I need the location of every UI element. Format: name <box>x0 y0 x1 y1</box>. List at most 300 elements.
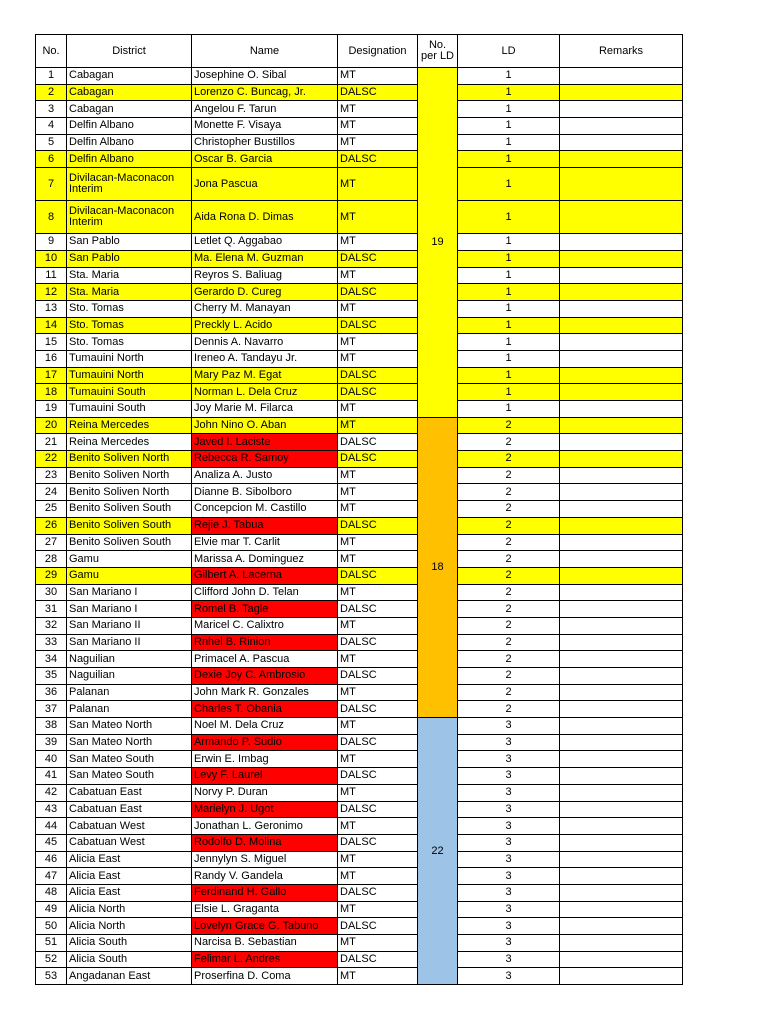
remarks-cell <box>560 651 683 668</box>
table-row <box>36 250 683 267</box>
row-no-cell: 47 <box>36 868 67 885</box>
name-cell: Jona Pascua <box>192 168 338 201</box>
ld-cell: 3 <box>458 718 560 735</box>
row-no-cell: 20 <box>36 417 67 434</box>
name-cell: Marielyn J. Ugot <box>192 801 338 818</box>
name-cell: Narcisa B. Sebastian <box>192 935 338 952</box>
name-cell: Levy F. Laurel <box>192 768 338 785</box>
designation-cell: MT <box>338 68 418 85</box>
row-no-cell: 9 <box>36 234 67 251</box>
ld-cell: 1 <box>458 267 560 284</box>
table-row <box>36 968 683 985</box>
row-no-cell: 40 <box>36 751 67 768</box>
table-row <box>36 401 683 418</box>
table-row <box>36 234 683 251</box>
row-no-cell: 2 <box>36 84 67 101</box>
designation-cell: DALSC <box>338 367 418 384</box>
table-row <box>36 584 683 601</box>
row-no-cell: 24 <box>36 484 67 501</box>
ld-cell: 2 <box>458 467 560 484</box>
row-no-cell: 33 <box>36 634 67 651</box>
remarks-cell <box>560 851 683 868</box>
name-cell: John Mark R. Gonzales <box>192 684 338 701</box>
name-cell: Elsie L. Graganta <box>192 901 338 918</box>
name-cell: Angelou F. Tarun <box>192 101 338 118</box>
designation-cell: DALSC <box>338 567 418 584</box>
ld-cell: 3 <box>458 801 560 818</box>
row-no-cell: 43 <box>36 801 67 818</box>
ld-cell: 3 <box>458 751 560 768</box>
district-cell: Benito Soliven South <box>67 517 192 534</box>
remarks-cell <box>560 501 683 518</box>
designation-cell: MT <box>338 551 418 568</box>
row-no-cell: 42 <box>36 784 67 801</box>
ld-cell: 3 <box>458 784 560 801</box>
table-row <box>36 751 683 768</box>
ld-cell: 2 <box>458 484 560 501</box>
ld-cell: 1 <box>458 234 560 251</box>
name-cell: Armando P. Sudio <box>192 734 338 751</box>
ld-cell: 3 <box>458 968 560 985</box>
table-row <box>36 884 683 901</box>
remarks-cell <box>560 868 683 885</box>
name-cell: Reyros S. Baliuag <box>192 267 338 284</box>
ld-cell: 2 <box>458 617 560 634</box>
table-row <box>36 534 683 551</box>
name-cell: Primacel A. Pascua <box>192 651 338 668</box>
remarks-cell <box>560 801 683 818</box>
designation-cell: DALSC <box>338 384 418 401</box>
row-no-cell: 53 <box>36 968 67 985</box>
remarks-cell <box>560 834 683 851</box>
remarks-cell <box>560 434 683 451</box>
table-row <box>36 434 683 451</box>
name-cell: Christopher Bustillos <box>192 134 338 151</box>
header-designation: Designation <box>338 35 418 68</box>
district-cell: Alicia East <box>67 851 192 868</box>
name-cell: Marissa A. Dominguez <box>192 551 338 568</box>
ld-cell: 3 <box>458 884 560 901</box>
district-cell: Divilacan-Maconacon Interim <box>67 201 192 234</box>
name-cell: Concepcion M. Castillo <box>192 501 338 518</box>
district-cell: Palanan <box>67 684 192 701</box>
ld-cell: 3 <box>458 951 560 968</box>
ld-cell: 1 <box>458 168 560 201</box>
district-cell: Benito Soliven North <box>67 451 192 468</box>
district-cell: Gamu <box>67 551 192 568</box>
district-cell: Gamu <box>67 567 192 584</box>
remarks-cell <box>560 768 683 785</box>
remarks-cell <box>560 451 683 468</box>
remarks-cell <box>560 300 683 317</box>
name-cell: Monette F. Visaya <box>192 118 338 135</box>
table-row <box>36 768 683 785</box>
remarks-cell <box>560 935 683 952</box>
no-per-ld-cell: 18 <box>418 417 458 717</box>
remarks-cell <box>560 384 683 401</box>
table-row <box>36 668 683 685</box>
row-no-cell: 27 <box>36 534 67 551</box>
name-cell: Mary Paz M. Egat <box>192 367 338 384</box>
ld-cell: 2 <box>458 584 560 601</box>
ld-cell: 1 <box>458 134 560 151</box>
district-cell: Alicia East <box>67 868 192 885</box>
remarks-cell <box>560 68 683 85</box>
row-no-cell: 12 <box>36 284 67 301</box>
district-cell: Cabatuan West <box>67 834 192 851</box>
table-row <box>36 101 683 118</box>
district-cell: Reina Mercedes <box>67 434 192 451</box>
table-body <box>36 68 683 985</box>
table-row <box>36 300 683 317</box>
remarks-cell <box>560 884 683 901</box>
row-no-cell: 44 <box>36 818 67 835</box>
ld-cell: 1 <box>458 367 560 384</box>
designation-cell: MT <box>338 751 418 768</box>
table-row <box>36 201 683 234</box>
table-row <box>36 734 683 751</box>
district-cell: Reina Mercedes <box>67 417 192 434</box>
header-row <box>36 35 683 68</box>
remarks-cell <box>560 317 683 334</box>
designation-cell: MT <box>338 267 418 284</box>
roster-table <box>35 34 683 985</box>
district-cell: San Mateo North <box>67 734 192 751</box>
ld-cell: 3 <box>458 734 560 751</box>
name-cell: Jennylyn S. Miguel <box>192 851 338 868</box>
table-row <box>36 551 683 568</box>
ld-cell: 1 <box>458 201 560 234</box>
ld-cell: 1 <box>458 101 560 118</box>
table-row <box>36 701 683 718</box>
remarks-cell <box>560 584 683 601</box>
row-no-cell: 31 <box>36 601 67 618</box>
district-cell: Delfin Albano <box>67 118 192 135</box>
table-row <box>36 918 683 935</box>
ld-cell: 1 <box>458 334 560 351</box>
ld-cell: 1 <box>458 401 560 418</box>
ld-cell: 1 <box>458 284 560 301</box>
name-cell: Felimar L. Andres <box>192 951 338 968</box>
no-per-ld-cell: 22 <box>418 718 458 985</box>
no-per-ld-cell: 19 <box>418 68 458 418</box>
ld-cell: 2 <box>458 567 560 584</box>
ld-cell: 3 <box>458 851 560 868</box>
designation-cell: DALSC <box>338 918 418 935</box>
remarks-cell <box>560 751 683 768</box>
table-row <box>36 334 683 351</box>
table-row <box>36 384 683 401</box>
ld-cell: 1 <box>458 350 560 367</box>
ld-cell: 1 <box>458 151 560 168</box>
designation-cell: MT <box>338 651 418 668</box>
name-cell: Ferdinand H. Gallo <box>192 884 338 901</box>
district-cell: Alicia North <box>67 901 192 918</box>
designation-cell: DALSC <box>338 434 418 451</box>
table-row <box>36 367 683 384</box>
name-cell: Preckly L. Acido <box>192 317 338 334</box>
name-cell: Norman L. Dela Cruz <box>192 384 338 401</box>
remarks-cell <box>560 151 683 168</box>
ld-cell: 2 <box>458 451 560 468</box>
remarks-cell <box>560 168 683 201</box>
designation-cell: DALSC <box>338 834 418 851</box>
designation-cell: MT <box>338 168 418 201</box>
designation-cell: DALSC <box>338 801 418 818</box>
designation-cell: DALSC <box>338 701 418 718</box>
designation-cell: DALSC <box>338 884 418 901</box>
district-cell: Sto. Tomas <box>67 300 192 317</box>
row-no-cell: 15 <box>36 334 67 351</box>
district-cell: Alicia South <box>67 935 192 952</box>
ld-cell: 1 <box>458 68 560 85</box>
table-row <box>36 651 683 668</box>
row-no-cell: 41 <box>36 768 67 785</box>
district-cell: San Mateo South <box>67 768 192 785</box>
name-cell: Aida Rona D. Dimas <box>192 201 338 234</box>
ld-cell: 2 <box>458 501 560 518</box>
table-row <box>36 834 683 851</box>
name-cell: Cherry M. Manayan <box>192 300 338 317</box>
name-cell: Charles T. Obania <box>192 701 338 718</box>
header-ld: LD <box>458 35 560 68</box>
table-row <box>36 684 683 701</box>
table-row <box>36 151 683 168</box>
table-row <box>36 818 683 835</box>
district-cell: Benito Soliven North <box>67 467 192 484</box>
remarks-cell <box>560 234 683 251</box>
remarks-cell <box>560 784 683 801</box>
district-cell: Cabatuan East <box>67 784 192 801</box>
district-cell: San Mateo South <box>67 751 192 768</box>
name-cell: Joy Marie M. Filarca <box>192 401 338 418</box>
table-row <box>36 484 683 501</box>
designation-cell: MT <box>338 467 418 484</box>
name-cell: Rebecca R. Samoy <box>192 451 338 468</box>
district-cell: Angadanan East <box>67 968 192 985</box>
row-no-cell: 4 <box>36 118 67 135</box>
row-no-cell: 6 <box>36 151 67 168</box>
designation-cell: MT <box>338 584 418 601</box>
ld-cell: 3 <box>458 935 560 952</box>
name-cell: Dianne B. Sibolboro <box>192 484 338 501</box>
remarks-cell <box>560 551 683 568</box>
row-no-cell: 45 <box>36 834 67 851</box>
ld-cell: 2 <box>458 601 560 618</box>
district-cell: Cabagan <box>67 101 192 118</box>
name-cell: Rejie J. Tabua <box>192 517 338 534</box>
ld-cell: 3 <box>458 918 560 935</box>
name-cell: Josephine O. Sibal <box>192 68 338 85</box>
ld-cell: 1 <box>458 250 560 267</box>
remarks-cell <box>560 918 683 935</box>
ld-cell: 3 <box>458 868 560 885</box>
row-no-cell: 7 <box>36 168 67 201</box>
district-cell: San Mariano I <box>67 601 192 618</box>
name-cell: Ma. Elena M. Guzman <box>192 250 338 267</box>
ld-cell: 2 <box>458 417 560 434</box>
ld-cell: 3 <box>458 818 560 835</box>
district-cell: Sto. Tomas <box>67 334 192 351</box>
table-row <box>36 317 683 334</box>
name-cell: Proserfina D. Coma <box>192 968 338 985</box>
name-cell: Rnhel B. Rinion <box>192 634 338 651</box>
remarks-cell <box>560 734 683 751</box>
row-no-cell: 11 <box>36 267 67 284</box>
name-cell: Randy V. Gandela <box>192 868 338 885</box>
district-cell: Alicia North <box>67 918 192 935</box>
name-cell: Clifford John D. Telan <box>192 584 338 601</box>
remarks-cell <box>560 601 683 618</box>
row-no-cell: 10 <box>36 250 67 267</box>
name-cell: Maricel C. Calixtro <box>192 617 338 634</box>
district-cell: Tumauini South <box>67 384 192 401</box>
designation-cell: MT <box>338 300 418 317</box>
ld-cell: 1 <box>458 118 560 135</box>
designation-cell: MT <box>338 718 418 735</box>
remarks-cell <box>560 668 683 685</box>
table-row <box>36 168 683 201</box>
name-cell: Gerardo D. Cureg <box>192 284 338 301</box>
table-row <box>36 84 683 101</box>
ld-cell: 1 <box>458 84 560 101</box>
row-no-cell: 28 <box>36 551 67 568</box>
designation-cell: MT <box>338 935 418 952</box>
table-row <box>36 417 683 434</box>
ld-cell: 3 <box>458 834 560 851</box>
designation-cell: MT <box>338 417 418 434</box>
table-row <box>36 501 683 518</box>
designation-cell: MT <box>338 118 418 135</box>
table-row <box>36 118 683 135</box>
row-no-cell: 29 <box>36 567 67 584</box>
table-row <box>36 718 683 735</box>
row-no-cell: 8 <box>36 201 67 234</box>
row-no-cell: 39 <box>36 734 67 751</box>
district-cell: San Pablo <box>67 250 192 267</box>
header-remarks: Remarks <box>560 35 683 68</box>
remarks-cell <box>560 467 683 484</box>
table-row <box>36 517 683 534</box>
designation-cell: MT <box>338 401 418 418</box>
remarks-cell <box>560 818 683 835</box>
district-cell: Cabatuan East <box>67 801 192 818</box>
ld-cell: 2 <box>458 684 560 701</box>
name-cell: Lovelyn Grace G. Tabuno <box>192 918 338 935</box>
ld-cell: 1 <box>458 384 560 401</box>
row-no-cell: 26 <box>36 517 67 534</box>
designation-cell: MT <box>338 234 418 251</box>
designation-cell: DALSC <box>338 151 418 168</box>
remarks-cell <box>560 401 683 418</box>
remarks-cell <box>560 701 683 718</box>
table-row <box>36 951 683 968</box>
remarks-cell <box>560 250 683 267</box>
district-cell: Cabagan <box>67 84 192 101</box>
ld-cell: 2 <box>458 651 560 668</box>
ld-cell: 2 <box>458 551 560 568</box>
row-no-cell: 46 <box>36 851 67 868</box>
district-cell: Cabagan <box>67 68 192 85</box>
name-cell: Analiza A. Justo <box>192 467 338 484</box>
district-cell: Tumauini North <box>67 367 192 384</box>
district-cell: Alicia East <box>67 884 192 901</box>
remarks-cell <box>560 718 683 735</box>
name-cell: Norvy P. Duran <box>192 784 338 801</box>
designation-cell: MT <box>338 968 418 985</box>
table-row <box>36 784 683 801</box>
designation-cell: MT <box>338 201 418 234</box>
remarks-cell <box>560 901 683 918</box>
designation-cell: DALSC <box>338 517 418 534</box>
row-no-cell: 36 <box>36 684 67 701</box>
designation-cell: MT <box>338 101 418 118</box>
name-cell: Dexie Joy C. Ambrosio <box>192 668 338 685</box>
district-cell: Sta. Maria <box>67 284 192 301</box>
table-row <box>36 350 683 367</box>
row-no-cell: 25 <box>36 501 67 518</box>
row-no-cell: 52 <box>36 951 67 968</box>
header-district: District <box>67 35 192 68</box>
row-no-cell: 19 <box>36 401 67 418</box>
remarks-cell <box>560 567 683 584</box>
remarks-cell <box>560 517 683 534</box>
designation-cell: DALSC <box>338 250 418 267</box>
name-cell: Erwin E. Imbag <box>192 751 338 768</box>
table-row <box>36 901 683 918</box>
district-cell: San Pablo <box>67 234 192 251</box>
name-cell: Lorenzo C. Buncag, Jr. <box>192 84 338 101</box>
name-cell: John Nino O. Aban <box>192 417 338 434</box>
row-no-cell: 18 <box>36 384 67 401</box>
name-cell: Noel M. Dela Cruz <box>192 718 338 735</box>
designation-cell: DALSC <box>338 451 418 468</box>
row-no-cell: 14 <box>36 317 67 334</box>
row-no-cell: 3 <box>36 101 67 118</box>
remarks-cell <box>560 334 683 351</box>
district-cell: San Mariano II <box>67 617 192 634</box>
designation-cell: DALSC <box>338 768 418 785</box>
ld-cell: 2 <box>458 634 560 651</box>
district-cell: Tumauini North <box>67 350 192 367</box>
table-row <box>36 601 683 618</box>
district-cell: Delfin Albano <box>67 134 192 151</box>
designation-cell: DALSC <box>338 284 418 301</box>
remarks-cell <box>560 267 683 284</box>
ld-cell: 2 <box>458 668 560 685</box>
district-cell: San Mariano I <box>67 584 192 601</box>
designation-cell: DALSC <box>338 951 418 968</box>
name-cell: Oscar B. Garcia <box>192 151 338 168</box>
ld-cell: 1 <box>458 317 560 334</box>
designation-cell: DALSC <box>338 317 418 334</box>
designation-cell: MT <box>338 350 418 367</box>
ld-cell: 3 <box>458 901 560 918</box>
row-no-cell: 38 <box>36 718 67 735</box>
table-row <box>36 935 683 952</box>
remarks-cell <box>560 350 683 367</box>
designation-cell: MT <box>338 784 418 801</box>
district-cell: Benito Soliven North <box>67 484 192 501</box>
remarks-cell <box>560 101 683 118</box>
ld-cell: 2 <box>458 434 560 451</box>
district-cell: Sto. Tomas <box>67 317 192 334</box>
name-cell: Elvie mar T. Carlit <box>192 534 338 551</box>
name-cell: Javed I. Laciste <box>192 434 338 451</box>
district-cell: Benito Soliven South <box>67 534 192 551</box>
designation-cell: MT <box>338 851 418 868</box>
row-no-cell: 51 <box>36 935 67 952</box>
